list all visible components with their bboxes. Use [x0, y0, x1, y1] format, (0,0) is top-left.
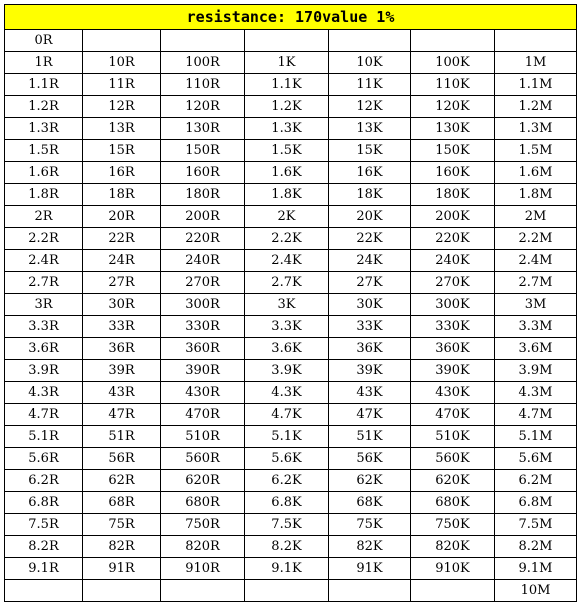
table-cell: 0R — [5, 30, 83, 52]
table-cell: 22K — [329, 228, 411, 250]
table-cell: 160K — [411, 162, 495, 184]
table-cell: 270R — [161, 272, 245, 294]
table-row — [5, 294, 577, 316]
table-cell — [411, 580, 495, 602]
table-cell: 470K — [411, 404, 495, 426]
table-cell: 6.2K — [245, 470, 329, 492]
table-cell: 300K — [411, 294, 495, 316]
table-cell: 1.3R — [5, 118, 83, 140]
table-cell: 910K — [411, 558, 495, 580]
table-cell: 30R — [83, 294, 161, 316]
table-cell: 16R — [83, 162, 161, 184]
table-cell — [245, 580, 329, 602]
table-cell: 20K — [329, 206, 411, 228]
table-cell: 7.5K — [245, 514, 329, 536]
table-cell: 56K — [329, 448, 411, 470]
table-cell: 75R — [83, 514, 161, 536]
table-cell: 5.1M — [495, 426, 577, 448]
table-cell: 6.8K — [245, 492, 329, 514]
table-cell: 9.1R — [5, 558, 83, 580]
table-cell: 4.7M — [495, 404, 577, 426]
table-cell: 5.1R — [5, 426, 83, 448]
table-cell — [329, 580, 411, 602]
table-row — [5, 118, 577, 140]
table-cell: 3.6R — [5, 338, 83, 360]
table-cell: 3.9R — [5, 360, 83, 382]
table-cell: 3.6K — [245, 338, 329, 360]
table-cell — [5, 580, 83, 602]
table-cell: 270K — [411, 272, 495, 294]
table-cell: 18K — [329, 184, 411, 206]
table-cell: 750K — [411, 514, 495, 536]
table-cell: 1.3K — [245, 118, 329, 140]
table-cell — [495, 30, 577, 52]
table-cell: 8.2K — [245, 536, 329, 558]
table-cell: 10K — [329, 52, 411, 74]
table-cell: 8.2M — [495, 536, 577, 558]
table-cell: 1.8R — [5, 184, 83, 206]
table-cell: 15K — [329, 140, 411, 162]
table-cell: 75K — [329, 514, 411, 536]
table-cell: 620K — [411, 470, 495, 492]
table-cell: 2.7R — [5, 272, 83, 294]
table-cell: 5.1K — [245, 426, 329, 448]
table-cell: 220K — [411, 228, 495, 250]
table-cell: 68R — [83, 492, 161, 514]
table-row — [5, 206, 577, 228]
table-cell: 4.3R — [5, 382, 83, 404]
table-cell: 4.3M — [495, 382, 577, 404]
table-cell: 11K — [329, 74, 411, 96]
table-cell: 20R — [83, 206, 161, 228]
table-cell: 15R — [83, 140, 161, 162]
table-cell: 11R — [83, 74, 161, 96]
table-cell: 1K — [245, 52, 329, 74]
table-cell: 36R — [83, 338, 161, 360]
table-cell: 3K — [245, 294, 329, 316]
table-row — [5, 52, 577, 74]
table-cell: 3.9K — [245, 360, 329, 382]
table-cell: 180R — [161, 184, 245, 206]
table-cell: 240K — [411, 250, 495, 272]
table-cell: 130K — [411, 118, 495, 140]
table-cell: 1.1M — [495, 74, 577, 96]
table-cell: 1.8K — [245, 184, 329, 206]
table-cell: 4.3K — [245, 382, 329, 404]
table-cell: 2.2M — [495, 228, 577, 250]
table-cell — [245, 30, 329, 52]
table-cell: 1.2M — [495, 96, 577, 118]
table-cell: 1.2K — [245, 96, 329, 118]
table-row — [5, 492, 577, 514]
table-cell: 5.6M — [495, 448, 577, 470]
table-cell: 7.5R — [5, 514, 83, 536]
table-cell: 910R — [161, 558, 245, 580]
table-cell: 510R — [161, 426, 245, 448]
table-cell: 360R — [161, 338, 245, 360]
table-cell: 91K — [329, 558, 411, 580]
table-cell: 120R — [161, 96, 245, 118]
table-cell: 10R — [83, 52, 161, 74]
table-cell: 1.5R — [5, 140, 83, 162]
table-cell: 43R — [83, 382, 161, 404]
table-cell: 7.5M — [495, 514, 577, 536]
table-cell: 820R — [161, 536, 245, 558]
table-cell: 2.7M — [495, 272, 577, 294]
table-cell: 430R — [161, 382, 245, 404]
table-cell: 62K — [329, 470, 411, 492]
table-row — [5, 404, 577, 426]
table-cell: 6.8M — [495, 492, 577, 514]
table-cell: 13K — [329, 118, 411, 140]
table-cell: 2M — [495, 206, 577, 228]
table-cell: 240R — [161, 250, 245, 272]
table-row — [5, 96, 577, 118]
table-row — [5, 30, 577, 52]
table-cell: 82R — [83, 536, 161, 558]
table-cell: 2.2R — [5, 228, 83, 250]
table-cell: 33K — [329, 316, 411, 338]
table-cell: 8.2R — [5, 536, 83, 558]
table-cell: 180K — [411, 184, 495, 206]
table-cell: 16K — [329, 162, 411, 184]
table-cell: 39R — [83, 360, 161, 382]
table-cell: 24K — [329, 250, 411, 272]
table-row — [5, 316, 577, 338]
table-row — [5, 426, 577, 448]
table-row — [5, 382, 577, 404]
table-cell: 2.4M — [495, 250, 577, 272]
table-cell: 2.2K — [245, 228, 329, 250]
table-cell: 1.1R — [5, 74, 83, 96]
table-cell: 5.6R — [5, 448, 83, 470]
table-cell: 2.4K — [245, 250, 329, 272]
table-cell: 4.7R — [5, 404, 83, 426]
table-cell — [83, 30, 161, 52]
table-cell: 160R — [161, 162, 245, 184]
table-cell: 2K — [245, 206, 329, 228]
table-cell: 100R — [161, 52, 245, 74]
table-cell: 12K — [329, 96, 411, 118]
table-cell: 1.6K — [245, 162, 329, 184]
table-title: resistance: 170value 1% — [5, 5, 577, 30]
table-cell: 680K — [411, 492, 495, 514]
table-cell: 150R — [161, 140, 245, 162]
table-cell: 1M — [495, 52, 577, 74]
table-cell — [161, 30, 245, 52]
table-cell: 4.7K — [245, 404, 329, 426]
table-cell — [329, 30, 411, 52]
table-cell: 1.8M — [495, 184, 577, 206]
table-row — [5, 558, 577, 580]
table-cell: 1.3M — [495, 118, 577, 140]
table-cell: 330K — [411, 316, 495, 338]
table-cell: 100K — [411, 52, 495, 74]
table-cell: 1.5M — [495, 140, 577, 162]
table-cell: 13R — [83, 118, 161, 140]
table-cell: 200R — [161, 206, 245, 228]
table-cell: 200K — [411, 206, 495, 228]
table-cell: 560K — [411, 448, 495, 470]
table-cell: 36K — [329, 338, 411, 360]
table-cell — [411, 30, 495, 52]
table-cell: 3.6M — [495, 338, 577, 360]
table-cell: 6.2M — [495, 470, 577, 492]
table-cell: 110K — [411, 74, 495, 96]
table-cell: 51K — [329, 426, 411, 448]
table-row — [5, 272, 577, 294]
table-cell: 150K — [411, 140, 495, 162]
table-row — [5, 162, 577, 184]
table-row — [5, 184, 577, 206]
table-cell: 300R — [161, 294, 245, 316]
table-cell: 3.3M — [495, 316, 577, 338]
table-cell: 1.5K — [245, 140, 329, 162]
table-cell: 430K — [411, 382, 495, 404]
table-cell: 220R — [161, 228, 245, 250]
table-cell: 27K — [329, 272, 411, 294]
table-cell: 18R — [83, 184, 161, 206]
table-cell: 68K — [329, 492, 411, 514]
table-cell: 390R — [161, 360, 245, 382]
table-cell: 3.3R — [5, 316, 83, 338]
table-cell: 6.2R — [5, 470, 83, 492]
table-cell: 2.4R — [5, 250, 83, 272]
table-row — [5, 250, 577, 272]
table-cell: 1.6M — [495, 162, 577, 184]
table-cell: 82K — [329, 536, 411, 558]
table-cell: 620R — [161, 470, 245, 492]
table-cell: 10M — [495, 580, 577, 602]
table-row — [5, 470, 577, 492]
table-cell: 43K — [329, 382, 411, 404]
table-cell: 33R — [83, 316, 161, 338]
table-cell: 3.9M — [495, 360, 577, 382]
table-row — [5, 338, 577, 360]
table-row — [5, 448, 577, 470]
table-cell: 360K — [411, 338, 495, 360]
table-cell: 30K — [329, 294, 411, 316]
table-cell: 680R — [161, 492, 245, 514]
title-row — [5, 5, 577, 30]
table-cell: 91R — [83, 558, 161, 580]
table-cell: 1.2R — [5, 96, 83, 118]
resistance-table-body — [5, 5, 577, 602]
table-row — [5, 580, 577, 602]
table-cell: 6.8R — [5, 492, 83, 514]
table-cell: 3.3K — [245, 316, 329, 338]
table-cell: 39K — [329, 360, 411, 382]
table-cell: 56R — [83, 448, 161, 470]
table-row — [5, 514, 577, 536]
table-cell: 24R — [83, 250, 161, 272]
table-cell: 5.6K — [245, 448, 329, 470]
table-cell: 130R — [161, 118, 245, 140]
table-cell: 22R — [83, 228, 161, 250]
table-cell — [83, 580, 161, 602]
table-row — [5, 74, 577, 96]
table-cell: 51R — [83, 426, 161, 448]
table-cell: 47R — [83, 404, 161, 426]
table-row — [5, 360, 577, 382]
table-cell: 120K — [411, 96, 495, 118]
table-cell: 470R — [161, 404, 245, 426]
table-cell: 12R — [83, 96, 161, 118]
table-cell: 1R — [5, 52, 83, 74]
table-cell: 9.1M — [495, 558, 577, 580]
table-cell: 330R — [161, 316, 245, 338]
table-cell: 27R — [83, 272, 161, 294]
table-row — [5, 228, 577, 250]
table-cell — [161, 580, 245, 602]
table-cell: 3M — [495, 294, 577, 316]
table-cell: 3R — [5, 294, 83, 316]
table-cell: 47K — [329, 404, 411, 426]
table-cell: 2.7K — [245, 272, 329, 294]
table-cell: 390K — [411, 360, 495, 382]
table-cell: 2R — [5, 206, 83, 228]
table-cell: 560R — [161, 448, 245, 470]
table-cell: 1.6R — [5, 162, 83, 184]
table-row — [5, 536, 577, 558]
table-row — [5, 140, 577, 162]
table-cell: 110R — [161, 74, 245, 96]
table-cell: 750R — [161, 514, 245, 536]
table-cell: 9.1K — [245, 558, 329, 580]
table-cell: 510K — [411, 426, 495, 448]
table-cell: 62R — [83, 470, 161, 492]
resistance-table — [4, 4, 577, 602]
table-cell: 820K — [411, 536, 495, 558]
table-cell: 1.1K — [245, 74, 329, 96]
